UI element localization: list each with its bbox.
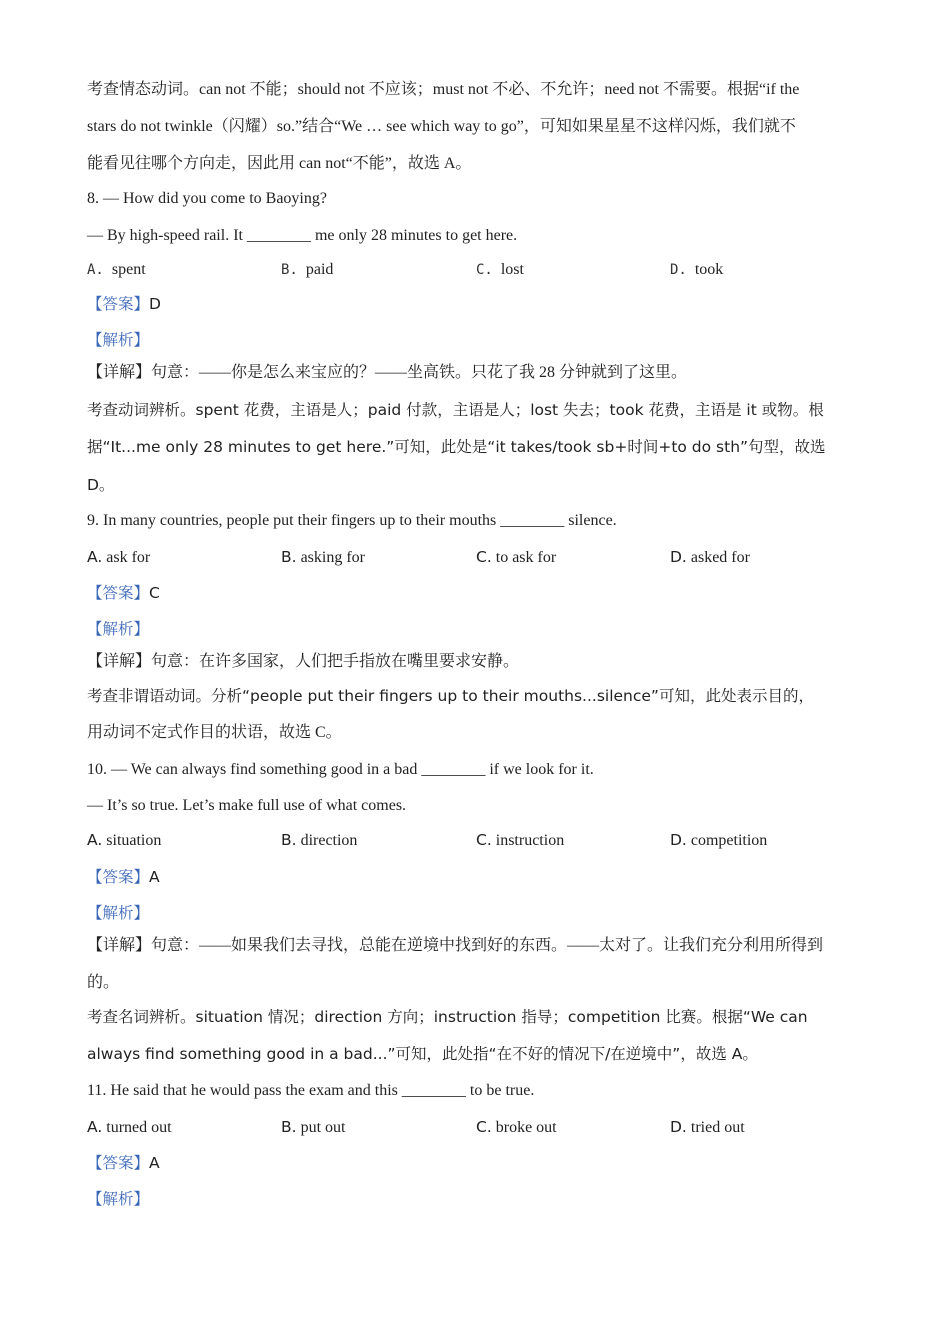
q10-stem: 10. — We can always find something good in a bad ________ if we look for it. <box>87 761 594 778</box>
q9-answer: 【答案】C <box>87 584 160 602</box>
q8-option-c: C. lost <box>476 261 524 278</box>
q9-option-a: A. ask for <box>87 548 151 566</box>
intro-line-2: stars do not twinkle（闪耀）so.”结合“We … see which way to go”，可知如果星星不这样闪烁，我们就不 <box>87 118 796 135</box>
q8-option-d: D. took <box>670 261 724 278</box>
q9-detail: 【详解】句意：在许多国家，人们把手指放在嘴里要求安静。 <box>87 653 520 670</box>
q8-explanation-3: D。 <box>87 476 115 494</box>
q10-option-c: C. instruction <box>476 831 565 849</box>
q9-option-c: C. to ask for <box>476 548 557 566</box>
q10-detail: 【详解】句意：——如果我们去寻找，总能在逆境中找到好的东西。——太对了。让我们充分利用所得到 <box>87 937 824 954</box>
q9-option-b: B. asking for <box>281 548 365 566</box>
q10-detail-2: 的。 <box>87 974 120 991</box>
q10-option-a: A. situation <box>87 831 162 849</box>
intro-line-1: 考查情态动词。can not 不能；should not 不应该；must not 不必、不允许；need not 不需要。根据“if the <box>87 81 800 98</box>
q9-explanation-1: 考查非谓语动词。分析“people put their fingers up to their mouths...silence”可知，此处表示目的， <box>87 687 814 705</box>
q8-detail: 【详解】句意：——你是怎么来宝应的？——坐高铁。只花了我 28 分钟就到了这里。 <box>87 364 688 381</box>
q10-stem-2: — It’s so true. Let’s make full use of what comes. <box>87 797 407 814</box>
q10-option-d: D. competition <box>670 831 768 849</box>
q11-option-b: B. put out <box>281 1118 346 1136</box>
q10-explanation-2: always find something good in a bad...”可知，此处指“在不好的情况下/在逆境中”，故选 A。 <box>87 1045 758 1063</box>
q10-explanation-1: 考查名词辨析。situation 情况；direction 方向；instruction 指导；competition 比赛。根据“We can <box>87 1008 808 1026</box>
q8-option-a: A. spent <box>87 261 146 278</box>
q8-explanation-1: 考查动词辨析。spent 花费，主语是人；paid 付款，主语是人；lost 失去；took 花费，主语是 it 或物。根 <box>87 401 824 419</box>
q8-answer: 【答案】D <box>87 295 161 313</box>
answer-tag: 【答案】 <box>87 295 150 313</box>
q8-analysis-tag: 【解析】 <box>87 331 150 349</box>
q9-option-d: D. asked for <box>670 548 750 566</box>
intro-line-3: 能看见往哪个方向走，因此用 can not“不能”，故选 A。 <box>87 155 472 172</box>
q11-stem: 11. He said that he would pass the exam and this ________ to be true. <box>87 1082 535 1099</box>
q11-answer: 【答案】A <box>87 1154 160 1172</box>
q10-option-b: B. direction <box>281 831 358 849</box>
q11-option-d: D. tried out <box>670 1118 745 1136</box>
q10-analysis-tag: 【解析】 <box>87 904 150 922</box>
q8-stem: 8. — How did you come to Baoying? <box>87 190 327 207</box>
q11-option-a: A. turned out <box>87 1118 172 1136</box>
q10-answer: 【答案】A <box>87 868 160 886</box>
q11-analysis-tag: 【解析】 <box>87 1190 150 1208</box>
q11-option-c: C. broke out <box>476 1118 557 1136</box>
q8-explanation-2: 据“It...me only 28 minutes to get here.”可知，此处是“it takes/took sb+时间+to do sth”句型，故选 <box>87 438 826 456</box>
q9-stem: 9. In many countries, people put their fingers up to their mouths ________ silence. <box>87 512 617 529</box>
q9-analysis-tag: 【解析】 <box>87 620 150 638</box>
q8-stem-2: — By high-speed rail. It ________ me only 28 minutes to get here. <box>87 227 518 244</box>
q8-option-b: B. paid <box>281 261 334 278</box>
q9-explanation-2: 用动词不定式作目的状语，故选 C。 <box>87 724 342 741</box>
